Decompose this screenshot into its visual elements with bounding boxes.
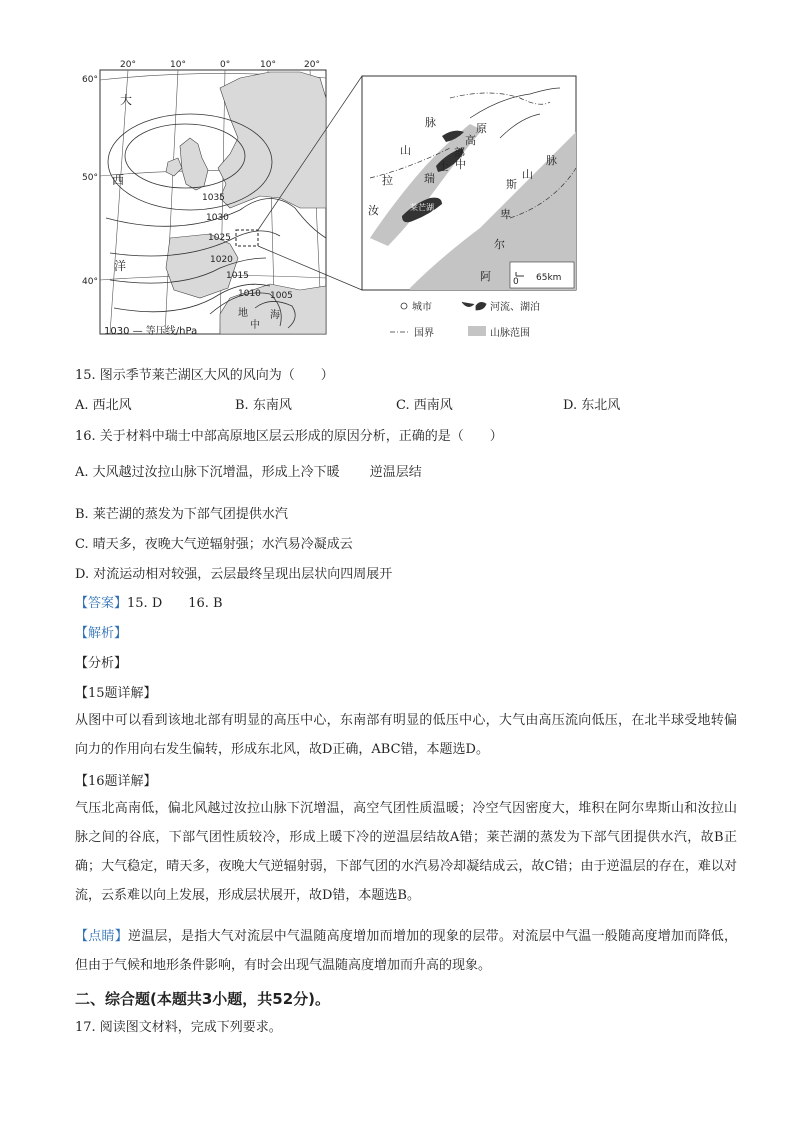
scale-bar: [510, 262, 574, 288]
lat-label: 60°: [82, 75, 98, 85]
region-label: 洋: [114, 259, 127, 273]
q16-option-a[interactable]: A. 大风越过汝拉山脉下沉增温，形成上冷下暖 逆温层结: [75, 465, 422, 480]
isobar-label: 1035: [202, 193, 225, 203]
q16-option-b[interactable]: B. 莱芒湖的蒸发为下部气团提供水汽: [75, 507, 288, 522]
place-label: 脉: [425, 116, 436, 129]
dianjing: [75, 922, 737, 980]
place-label: 阿: [480, 270, 491, 283]
legend-river: 河流、湖泊: [490, 302, 540, 313]
detail16-body: 气压北高南低，偏北风越过汝拉山脉下沉增温，高空气团性质温暖；冷空气因密度大，堆积在阿尔卑斯山和汝拉山脉之间的谷底，下部气团性质较冷，形成上暖下冷的逆温层结故A错；莱芒湖的蒸发为下部气团提供水汽，故B正确；大气稳定，晴天多，夜晚大气逆辐射弱，下部气团的水汽易冷却凝结成云，故C错；由于逆温层的存在，难以对流，云系难以向上发展，形成层状展开，故D错，本题选B。: [75, 801, 737, 903]
answer-text: 15. D 16. B: [127, 596, 223, 611]
detail15-body: 从图中可以看到该地北部有明显的高压中心，东南部有明显的低压中心，大气由高压流向低压，在北半球受地转偏向力的作用向右发生偏转，形成东北风，故D正确，ABC错，本题选D。: [75, 713, 737, 757]
legend-city: 城市: [412, 302, 432, 313]
study-area-box: [236, 230, 258, 246]
place-label: 斯: [506, 178, 517, 191]
region-label: 海: [270, 310, 280, 321]
river-icon: [462, 302, 486, 310]
q15-option-d[interactable]: D. 东北风: [563, 398, 621, 413]
lat-label: 40°: [82, 277, 98, 287]
fenxi-tag: 【分析】: [75, 656, 128, 671]
q15-option-a[interactable]: A. 西北风: [75, 398, 132, 413]
place-label: 士: [438, 160, 449, 173]
section-heading: 二、综合题(本题共3小题，共52分)。: [75, 990, 331, 1008]
place-label: 部: [454, 146, 465, 159]
mountain-icon: [468, 326, 486, 336]
detail15-title: 【15题详解】: [75, 686, 157, 701]
place-label: 脉: [546, 154, 557, 167]
lon-label: 20°: [304, 60, 320, 70]
scale-label: 65km: [536, 273, 562, 283]
isobar-label: 1030: [206, 213, 229, 223]
q16-stem: 16. 关于材料中瑞士中部高原地区层云形成的原因分析，正确的是（ ）: [75, 429, 503, 444]
lon-label: 10°: [170, 60, 186, 70]
analysis-tag: 【解析】: [75, 626, 128, 641]
dianjing-tag: 【点睛】: [75, 929, 128, 944]
map-figure: [70, 58, 576, 348]
region-label: 中: [250, 320, 260, 331]
isobar-label: 1015: [226, 271, 249, 281]
place-label: 汝: [368, 204, 379, 217]
isobar-label: 1020: [210, 255, 233, 265]
q16-option-c[interactable]: C. 晴天多，夜晚大气逆辐射强；水汽易冷凝成云: [75, 537, 353, 552]
place-label: 原: [476, 122, 487, 135]
place-label: 拉: [382, 174, 393, 187]
place-label: 卑: [500, 208, 511, 221]
lat-labels: [82, 75, 98, 287]
region-label: 西: [112, 173, 125, 187]
place-label: 尔: [494, 238, 505, 251]
q16-option-d[interactable]: D. 对流运动相对较强，云层最终呈现出层状向四周展开: [75, 567, 393, 582]
lat-label: 50°: [82, 173, 98, 183]
legend-border: 国界: [414, 328, 434, 339]
legend-mountain: 山脉范围: [490, 328, 530, 339]
map-legend: [390, 300, 540, 339]
lon-labels: [120, 60, 320, 70]
place-label: 山: [400, 144, 411, 157]
place-label: 高: [465, 134, 476, 147]
q15-option-c[interactable]: C. 西南风: [396, 398, 453, 413]
dianjing-body: 逆温层，是指大气对流层中气温随高度增加而增加的现象的层带。对流层中气温一般随高度增加而降低，但由于气候和地形条件影响，有时会出现气温随高度增加而升高的现象。: [75, 929, 737, 973]
isobar-label: 1010: [238, 289, 261, 299]
svg-text:0: 0: [513, 277, 519, 287]
isobar-label: 1025: [208, 233, 231, 243]
answer-line: [75, 594, 223, 614]
place-label: 中: [455, 158, 466, 171]
q17-stem: 17. 阅读图文材料，完成下列要求。: [75, 1020, 282, 1035]
city-icon: [401, 303, 407, 309]
region-label: 地: [238, 308, 248, 319]
figure: [70, 58, 576, 348]
place-label: 瑞: [424, 172, 435, 185]
lon-label: 0°: [220, 60, 231, 70]
q15-stem: 15. 图示季节莱芒湖区大风的风向为（ ）: [75, 368, 334, 383]
q15-option-b[interactable]: B. 东南风: [235, 398, 292, 413]
isobar-legend: 1030 — 等压线/hPa: [104, 326, 198, 337]
isobar-label: 1005: [270, 291, 293, 301]
detail16-title: 【16题详解】: [75, 774, 157, 789]
place-label: 山: [522, 168, 533, 181]
answer-tag: 【答案】: [75, 596, 128, 611]
lon-label: 20°: [120, 60, 136, 70]
lon-label: 10°: [260, 60, 276, 70]
region-label: 大: [120, 93, 133, 107]
lake-label: 莱芒湖: [410, 203, 434, 212]
